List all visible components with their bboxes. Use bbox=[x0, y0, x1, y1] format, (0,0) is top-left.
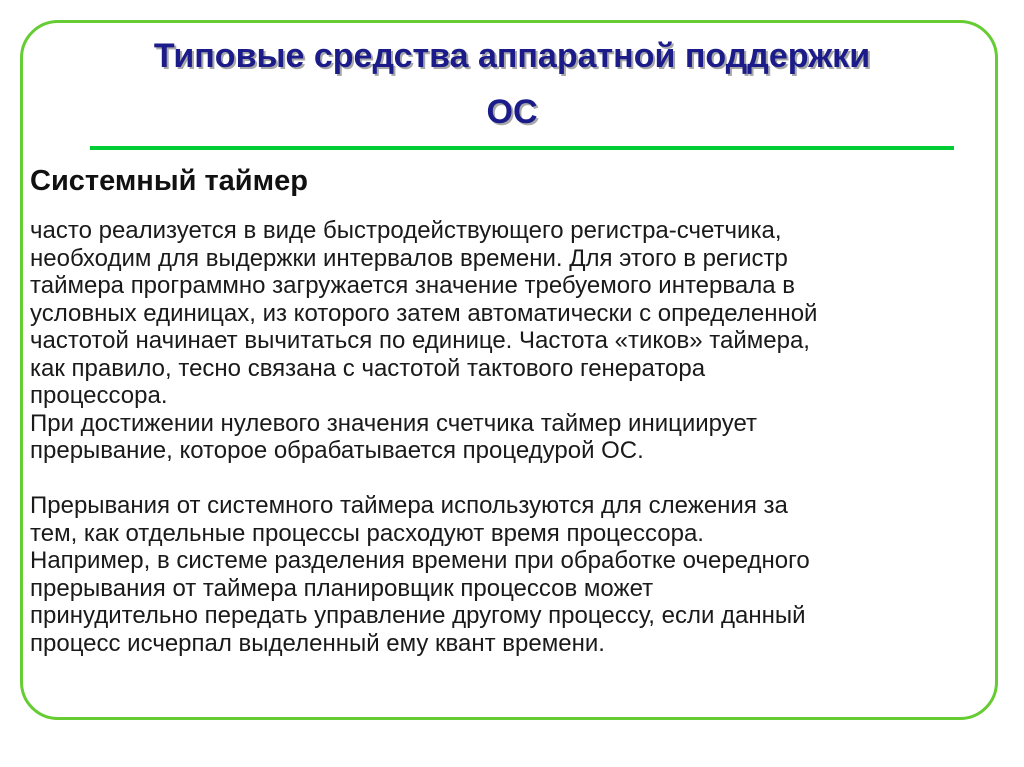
text-line: частотой начинает вычитаться по единице. Частота «тиков» таймера, bbox=[30, 327, 810, 354]
paragraph-2 bbox=[30, 492, 980, 657]
slide-title-line-1: Типовые средства аппаратной поддержки bbox=[153, 37, 871, 75]
text-line: процессора. bbox=[30, 382, 168, 409]
text-line: прерывания от таймера планировщик процессов может bbox=[30, 574, 654, 602]
text-line: Например, в системе разделения времени при обработке очередного bbox=[30, 547, 810, 574]
paragraph-1 bbox=[30, 217, 980, 465]
section-heading: Системный таймер bbox=[30, 165, 308, 197]
text-line: таймера программно загружается значение требуемого интервала в bbox=[30, 272, 795, 299]
text-line: необходим для выдержки интервалов времени. Для этого в регистр bbox=[30, 244, 788, 272]
text-line: При достижении нулевого значения счетчика таймер инициирует bbox=[30, 409, 758, 437]
body-text bbox=[30, 217, 980, 657]
title-divider bbox=[90, 146, 954, 150]
text-line: процесс исчерпал выделенный ему квант времени. bbox=[30, 629, 605, 657]
text-line: Прерывания от системного таймера используются для слежения за bbox=[30, 492, 788, 519]
text-line: часто реализуется в виде быстродействующего регистра-счетчика, bbox=[30, 217, 782, 244]
text-line: условных единицах, из которого затем автоматически с определенной bbox=[30, 299, 818, 327]
text-line: тем, как отдельные процессы расходуют время процессора. bbox=[30, 519, 704, 547]
text-line: как правило, тесно связана с частотой тактового генератора bbox=[30, 354, 706, 382]
paragraph-gap bbox=[30, 465, 980, 493]
slide-title bbox=[0, 28, 1024, 140]
slide-title-line-2: ОС bbox=[486, 93, 538, 131]
text-line: принудительно передать управление другому процессу, если данный bbox=[30, 602, 806, 629]
text-line: прерывание, которое обрабатывается процедурой ОС. bbox=[30, 437, 644, 464]
